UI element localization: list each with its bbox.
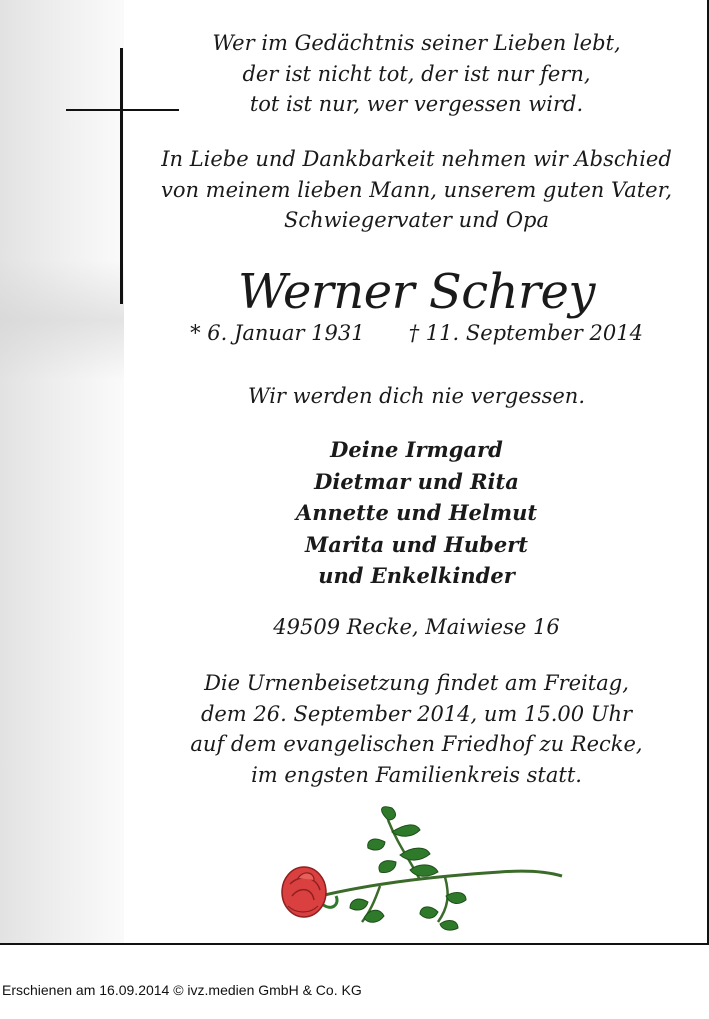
rose-icon xyxy=(270,800,570,932)
birth-date: * 6. Januar 1931 xyxy=(190,321,365,345)
remembrance-line: Wir werden dich nie vergessen. xyxy=(247,384,585,408)
death-date: † 11. September 2014 xyxy=(408,321,643,345)
burial-line: im engsten Familienkreis statt. xyxy=(251,762,582,787)
burial-notice xyxy=(124,668,709,790)
farewell-intro xyxy=(124,144,709,236)
intro-line: Schwiegervater und Opa xyxy=(283,208,549,232)
deceased-name: Werner Schrey xyxy=(238,264,595,320)
quote-line: der ist nicht tot, der ist nur fern, xyxy=(242,61,591,86)
family-member: und Enkelkinder xyxy=(318,563,515,588)
family-member: Annette und Helmut xyxy=(295,500,538,525)
publication-footer: Erschienen am 16.09.2014 © ivz.medien GmbH & Co. KG xyxy=(2,982,362,998)
intro-line: von meinem lieben Mann, unserem guten Vater, xyxy=(160,177,673,202)
family-address: 49509 Recke, Maiwiese 16 xyxy=(273,615,560,639)
quote-line: Wer im Gedächtnis seiner Lieben lebt, xyxy=(212,31,621,55)
burial-line: auf dem evangelischen Friedhof zu Recke, xyxy=(190,732,643,756)
intro-line: In Liebe und Dankbarkeit nehmen wir Abschied xyxy=(161,147,672,171)
family-member: Dietmar und Rita xyxy=(314,468,519,494)
burial-line: dem 26. September 2014, um 15.00 Uhr xyxy=(200,701,633,726)
burial-line: Die Urnenbeisetzung findet am Freitag, xyxy=(204,671,629,695)
family-signatures xyxy=(124,434,709,592)
life-dates xyxy=(124,318,709,348)
quote-line: tot ist nur, wer vergessen wird. xyxy=(249,92,584,116)
memorial-quote xyxy=(124,28,709,120)
family-member: Marita und Hubert xyxy=(305,531,528,557)
family-member: Deine Irmgard xyxy=(330,437,503,462)
